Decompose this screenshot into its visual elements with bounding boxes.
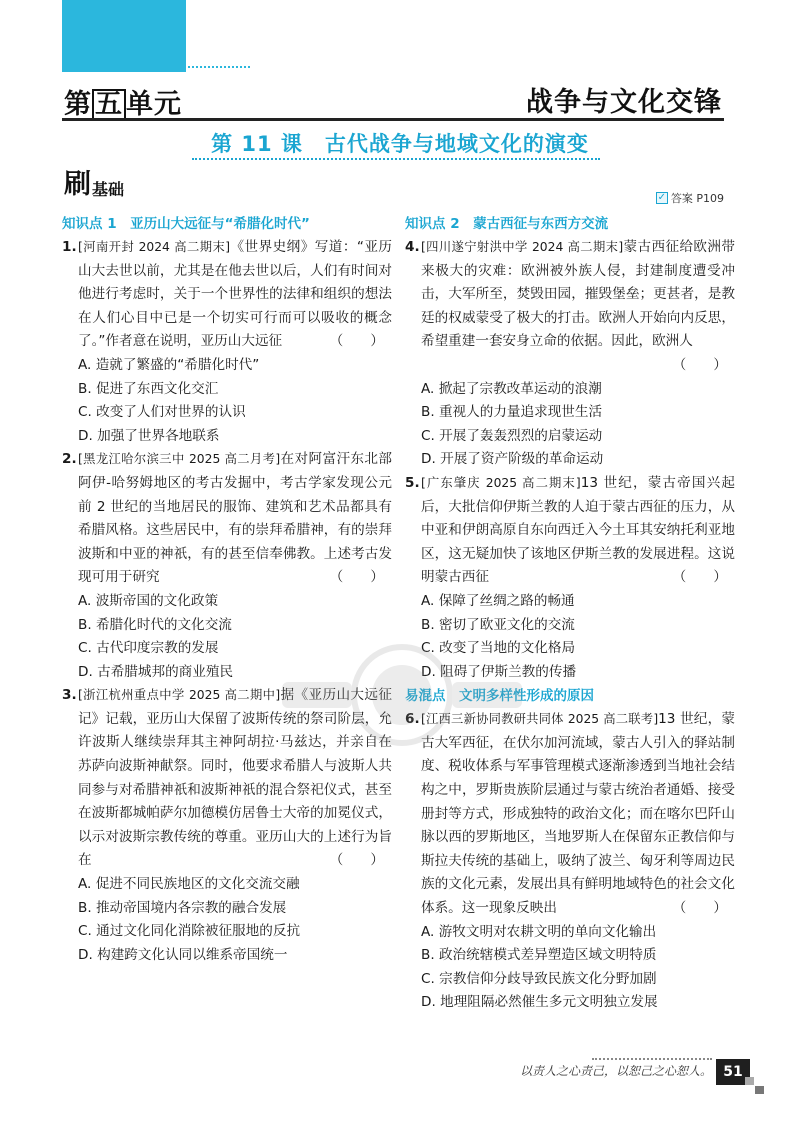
question-source: [四川遂宁射洪中学 2024 高二期末]: [421, 240, 624, 254]
question-5: [405, 472, 735, 590]
answer-reference: [656, 190, 724, 206]
section-label: [64, 170, 124, 200]
answer-bracket: （ ）: [329, 569, 384, 586]
question-body: [421, 236, 735, 378]
question-text: 蒙古西征给欧洲带来极大的灾难：欧洲被外族人侵，封建制度遭受冲击，大军所至，焚毁田园，摧毁堡垒；更甚者，是教廷的权威蒙受了极大的打击。欧洲人开始向内反思，希望重建一套安身立命的依据。因此，欧洲人: [421, 239, 735, 350]
lesson-title: 第 11 课 古代战争与地域文化的演变: [211, 132, 589, 156]
left-column: [62, 212, 392, 967]
confusion-point-title: 易混点 文明多样性形成的原因: [405, 688, 594, 705]
question-text: 13 世纪，蒙古大军西征，在伏尔加河流域，蒙古人引入的驿站制度、税收体系与军事管理模式逐渐渗透到当地社会结构之中，罗斯贵族阶层通过与蒙古统治者通婚、接受册封等方式，形成独特的政治文化；而在喀尔巴阡山脉以西的罗斯地区，当地罗斯人在保留东正教信仰与斯拉夫传统的基础上，吸纳了波兰、匈牙利等周边民族的文化元素，发展出具有鲜明地域特色的社会文化体系。这一现象反映出: [421, 711, 735, 917]
answer-bracket: （ ）: [329, 333, 384, 350]
question-text: 据《亚历山大远征记》记载，亚历山大保留了波斯传统的祭司阶层，允许波斯人继续崇拜其主神阿胡拉·马兹达，并亲自在苏萨向波斯神献祭。同时，他要求希腊人与波斯人共同参与对希腊神祇和波斯神祇的混合祭祀仪式，甚至在波斯都城帕萨尔加德模仿居鲁士大帝的加冕仪式，以示对波斯宗教传统的尊重。亚历山大的上述行为旨在: [78, 687, 392, 869]
corner-squares: [744, 1076, 764, 1094]
question-number: 6.: [405, 711, 420, 728]
option: C. 改变了当地的文化格局: [421, 640, 576, 657]
question-source: [浙江杭州重点中学 2025 高二期中]: [78, 688, 281, 703]
option: D. 阻碍了伊斯兰教的传播: [421, 663, 577, 680]
option: C. 改变了人们对世界的认识: [78, 404, 246, 421]
question-body: [78, 448, 392, 590]
option: B. 希腊化时代的文化交流: [78, 616, 232, 633]
unit-subject: 战争与文化交锋: [526, 87, 722, 118]
option: D. 古希腊城邦的商业殖民: [78, 663, 234, 680]
checkmark-icon: ✓: [657, 192, 667, 203]
option: D. 构建跨文化认同以维系帝国统一: [78, 946, 288, 963]
question-number: 2.: [62, 451, 77, 468]
option: C. 通过文化同化消除被征服地的反抗: [78, 923, 301, 940]
unit-number: 五: [92, 89, 126, 121]
knowledge-point-1-title: 知识点 1 亚历山大远征与“希腊化时代”: [62, 216, 310, 232]
option: A. 波斯帝国的文化政策: [78, 592, 219, 609]
option: C. 开展了轰轰烈烈的启蒙运动: [421, 427, 603, 444]
right-column: [405, 212, 735, 1015]
question-text: 13 世纪，蒙古帝国兴起后，大批信仰伊斯兰教的人迫于蒙古西征的压力，从中亚和伊朗高原自东向西迁入今土耳其安纳托利亚地区，这无疑加快了该地区伊斯兰教的发展进程。这说明蒙古西征: [421, 474, 735, 586]
option: A. 保障了丝绸之路的畅通: [421, 592, 575, 609]
option: D. 开展了资产阶级的革命运动: [421, 451, 604, 468]
option: A. 掀起了宗教改革运动的浪潮: [421, 380, 602, 397]
question-2: [62, 448, 392, 590]
option: A. 促进不同民族地区的文化交流交融: [78, 876, 300, 893]
question-body: [421, 708, 735, 920]
option: D. 加强了世界各地联系: [78, 427, 220, 444]
question-1: [62, 236, 392, 354]
option: B. 推动帝国境内各宗教的融合发展: [78, 899, 287, 916]
question-number: 4.: [405, 239, 420, 255]
question-number: 5.: [405, 474, 420, 491]
answer-bracket: （ ）: [329, 852, 384, 869]
option: B. 政治统辖模式差异塑造区域文明特质: [421, 947, 657, 964]
question-body: [78, 236, 392, 354]
footer-dotted-line: [592, 1058, 712, 1060]
knowledge-point-2-title: 知识点 2 蒙古西征与东西方交流: [405, 216, 609, 232]
question-4: [405, 236, 735, 378]
question-source: [广东肇庆 2025 高二期末]: [421, 475, 581, 490]
lesson-underline: [192, 158, 600, 160]
section-label-small: 基础: [92, 180, 125, 199]
option: C. 宗教信仰分歧导致民族文化分野加剧: [421, 970, 657, 987]
question-body: [421, 472, 735, 590]
unit-divider: [62, 118, 724, 121]
answer-bracket: （ ）: [672, 356, 727, 373]
question-text: 在对阿富汗东北部阿伊-哈努姆地区的考古发掘中，考古学家发现公元前 2 世纪的当地居民的服饰、建筑和艺术品都具有希腊风格。这些居民中，有的崇拜希腊神，有的崇拜波斯和中亚的神祇，有的甚至信奉佛教。上述考古发现可用于研究: [78, 451, 392, 586]
question-source: [河南开封 2024 高二期末]: [78, 240, 231, 254]
option: B. 重视人的力量追求现世生活: [421, 404, 603, 421]
section-label-big: 刷: [64, 169, 91, 200]
corner-color-block: [62, 0, 186, 72]
unit-prefix: 第: [64, 89, 92, 120]
option: A. 游牧文明对农耕文明的单向文化输出: [421, 923, 657, 940]
unit-title: [64, 82, 182, 121]
option: B. 促进了东西文化交汇: [78, 380, 219, 397]
question-body: [78, 684, 392, 873]
answer-reference-text: 答案 P109: [670, 192, 724, 205]
option: C. 古代印度宗教的发展: [78, 640, 219, 657]
question-source: [黑龙江哈尔滨三中 2025 高二月考]: [78, 452, 281, 467]
question-number: 3.: [62, 687, 77, 704]
question-number: 1.: [62, 239, 77, 255]
question-source: [江西三新协同教研共同体 2025 高二联考]: [421, 712, 659, 727]
unit-suffix: 单元: [126, 89, 182, 120]
question-text: 《世界史纲》写道：“亚历山大去世以前，尤其是在他去世以后，人们有时间对他进行考虑时，关于一个世界性的法律和组织的想法在人们心目中已是一个切实可行而可以吸收的概念了。”作者意在说明，亚历山大远征: [78, 239, 392, 350]
option: A. 造就了繁盛的“希腊化时代”: [78, 356, 260, 373]
question-3: [62, 684, 392, 873]
option: B. 密切了欧亚文化的交流: [421, 616, 575, 633]
answer-bracket: （ ）: [672, 900, 727, 917]
option: D. 地理阻隔必然催生多元文明独立发展: [421, 994, 658, 1011]
page-number: 51: [716, 1059, 750, 1085]
question-6: [405, 708, 735, 920]
footer-motto: 以责人之心责己，以恕己之心恕人。: [519, 1064, 712, 1078]
header-dotted-line: [188, 66, 250, 68]
answer-bracket: （ ）: [672, 569, 727, 586]
